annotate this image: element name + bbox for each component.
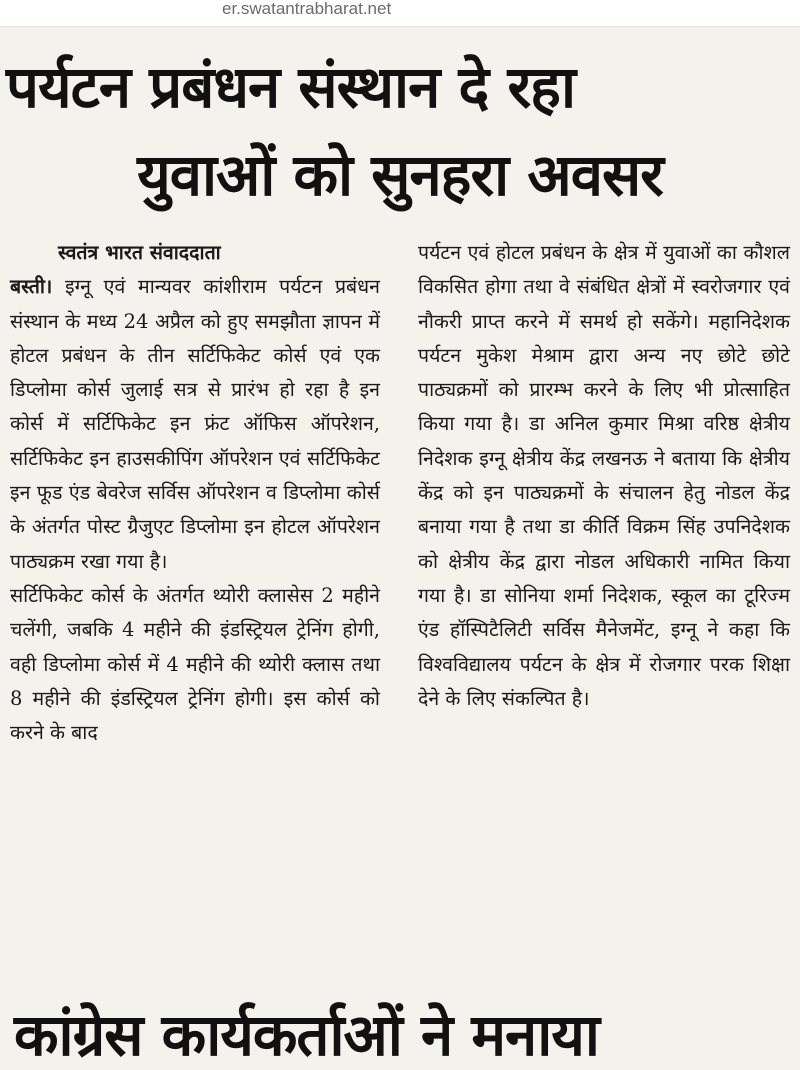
article-left-column — [10, 236, 380, 750]
headline-line-2: युवाओं को सुनहरा अवसर — [137, 141, 663, 209]
dateline: बस्ती। — [10, 275, 53, 299]
byline: स्वतंत्र भारत संवाददाता — [58, 241, 221, 264]
url-text[interactable]: er.swatantrabharat.net — [222, 0, 392, 18]
next-article-headline: कांग्रेस कार्यकर्ताओं ने मनाया — [14, 1001, 599, 1069]
article-paragraph-1-text: इग्नू एवं मान्यवर कांशीराम पर्यटन प्रबंधन संस्थान के मध्य 24 अप्रैल को हुए समझौता ज्ञापन में होटल प्रबंधन के तीन सर्टिफिकेट कोर्स एवं एक डिप्लोमा कोर्स जुलाई सत्र से प्रारंभ हो रहा है इन कोर्स में सर्टिफिकेट इन फ्रंट ऑफिस ऑपरेशन, सर्टिफिकेट इन हाउसकीपिंग ऑपरेशन एवं सर्टिफिकेट इन फूड एंड बेवरेज सर्विस ऑपरेशन व डिप्लोमा कोर्स के अंतर्गत पोस्ट ग्रैजुएट डिप्लोमा इन होटल ऑपरेशन पाठ्यक्रम रखा गया है। — [10, 275, 380, 573]
article-paragraph-2: सर्टिफिकेट कोर्स के अंतर्गत थ्योरी क्लासेस 2 महीने चलेंगी, जबकि 4 महीने की इंडस्ट्रियल ट्रेनिंग होगी, वही डिप्लोमा कोर्स में 4 महीने की थ्योरी क्लास तथा 8 महीने की इंडस्ट्रियल ट्रेनिंग होगी। इस कोर्स को करने के बाद — [10, 583, 380, 745]
article-paragraph-1 — [10, 270, 380, 579]
article-paragraph-3: पर्यटन एवं होटल प्रबंधन के क्षेत्र में युवाओं का कौशल विकसित होगा तथा वे संबंधित क्षेत्रों में स्वरोजगार एवं नौकरी प्राप्त करने में समर्थ हो सकेंगे। महानिदेशक पर्यटन मुकेश मेश्राम द्वारा अन्य नए छोटे छोटे पाठ्यक्रमों को प्रारम्भ करने के लिए भी प्रोत्साहित किया गया है। डा अनिल कुमार मिश्रा वरिष्ठ क्षेत्रीय निदेशक इग्नू क्षेत्रीय केंद्र लखनऊ ने बताया कि क्षेत्रीय केंद्र को इन पाठ्यक्रमों के संचालन हेतु नोडल केंद्र बनाया गया है तथा डा कीर्ति विक्रम सिंह उपनिदेशक को क्षेत्रीय केंद्र द्वारा नोडल अधिकारी नामित किया गया है। डा सोनिया शर्मा निदेशक, स्कूल का टूरिज्म एंड हॉस्पिटैलिटी सर्विस मैनेजमेंट, इग्नू ने कहा कि विश्वविद्यालय पर्यटन के क्षेत्र में रोजगार परक शिक्षा देने के लिए संकल्पित है। — [418, 241, 790, 710]
headline-line-1: पर्यटन प्रबंधन संस्थान दे रहा — [6, 53, 575, 121]
article-right-column — [418, 236, 790, 716]
browser-url-bar[interactable] — [0, 0, 800, 27]
